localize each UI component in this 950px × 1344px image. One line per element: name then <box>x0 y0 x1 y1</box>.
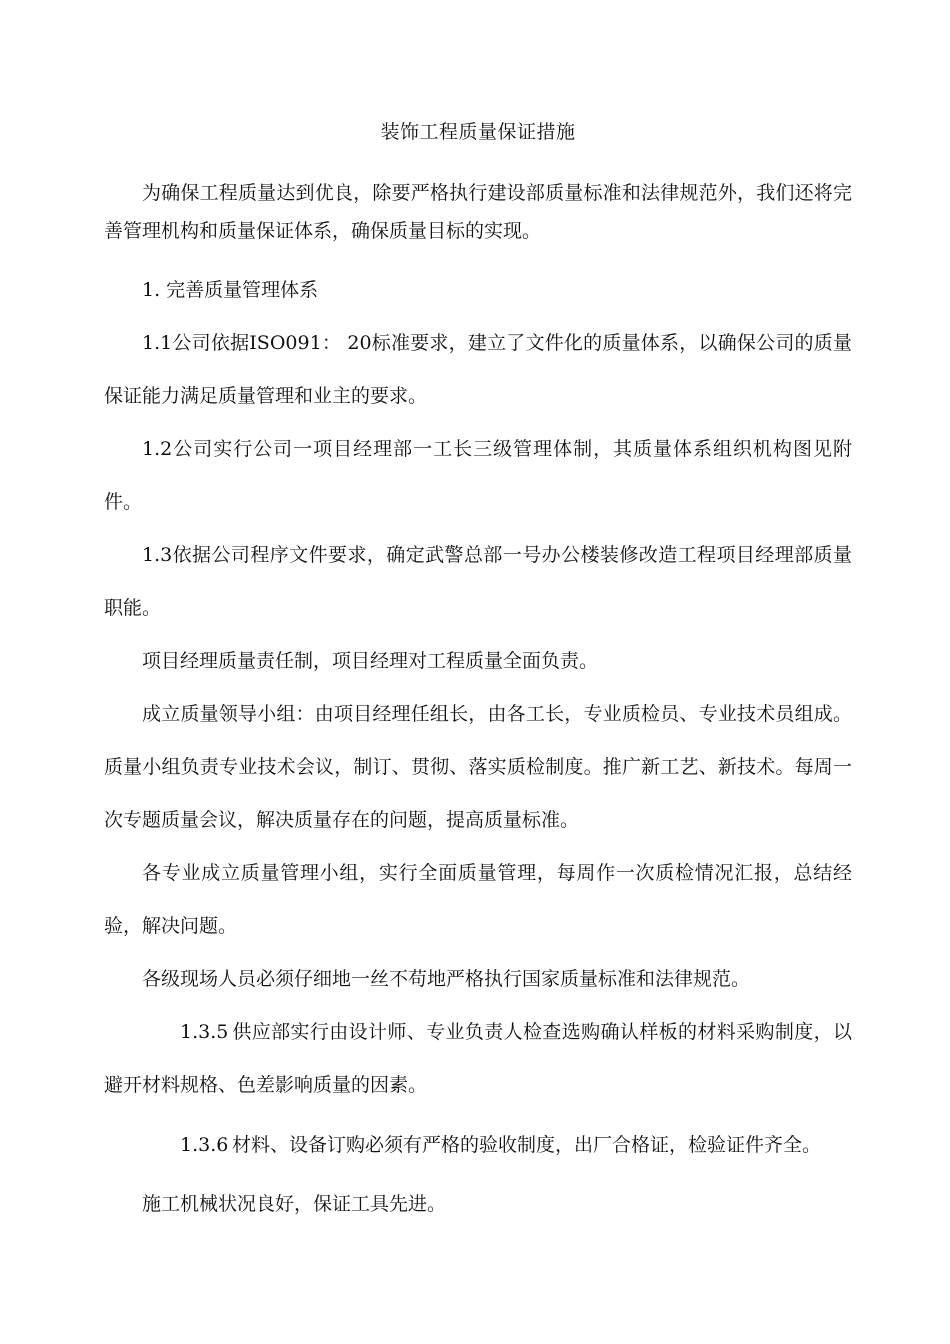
paragraph-machinery: 施工机械状况良好，保证工具先进。 <box>142 1193 447 1215</box>
paragraph-site-staff: 各级现场人员必须仔细地一丝不苟地严格执行国家质量标准和法律规范。 <box>142 968 751 990</box>
document-content <box>104 118 852 1231</box>
paragraph-number: 1.3.6 <box>180 1134 229 1156</box>
paragraph-1-3-5 <box>104 1006 852 1112</box>
paragraph-1-1: 1.1公司依据ISO091： 20标准要求，建立了文件化的质量体系，以确保公司的质量保证能力满足质量管理和业主的要求。 <box>104 332 852 407</box>
paragraph-project-manager: 项目经理质量责任制，项目经理对工程质量全面负责。 <box>142 650 599 672</box>
document-title: 装饰工程质量保证措施 <box>380 121 576 143</box>
paragraph-1-3: 1.3依据公司程序文件要求，确定武警总部一号办公楼装修改造工程项目经理部质量职能。 <box>104 544 852 619</box>
paragraph-text: 材料、设备订购必须有严格的验收制度，出厂合格证，检验证件齐全。 <box>232 1134 822 1156</box>
paragraph-number: 1.3.5 <box>180 1021 229 1043</box>
intro-paragraph: 为确保工程质量达到优良，除要严格执行建设部质量标准和法律规范外，我们还将完善管理机构和质量保证体系，确保质量目标的实现。 <box>104 182 852 242</box>
section-heading-1: 1. 完善质量管理体系 <box>142 279 319 301</box>
paragraph-quality-group: 成立质量领导小组：由项目经理任组长，由各工长，专业质检员、专业技术员组成。质量小组负责专业技术会议，制订、贯彻、落实质检制度。推广新工艺、新技术。每周一次专题质量会议，解决质量存在的问题，提高质量标准。 <box>104 703 852 831</box>
paragraph-1-2: 1.2公司实行公司一项目经理部一工长三级管理体制，其质量体系组织机构图见附件。 <box>104 438 852 513</box>
paragraph-specialty-groups: 各专业成立质量管理小组，实行全面质量管理，每周作一次质检情况汇报，总结经验，解决问题。 <box>104 862 852 937</box>
paragraph-1-3-6 <box>104 1126 852 1164</box>
paragraph-text: 供应部实行由设计师、专业负责人检查选购确认样板的材料采购制度，以避开材料规格、色差影响质量的因素。 <box>104 1021 852 1096</box>
